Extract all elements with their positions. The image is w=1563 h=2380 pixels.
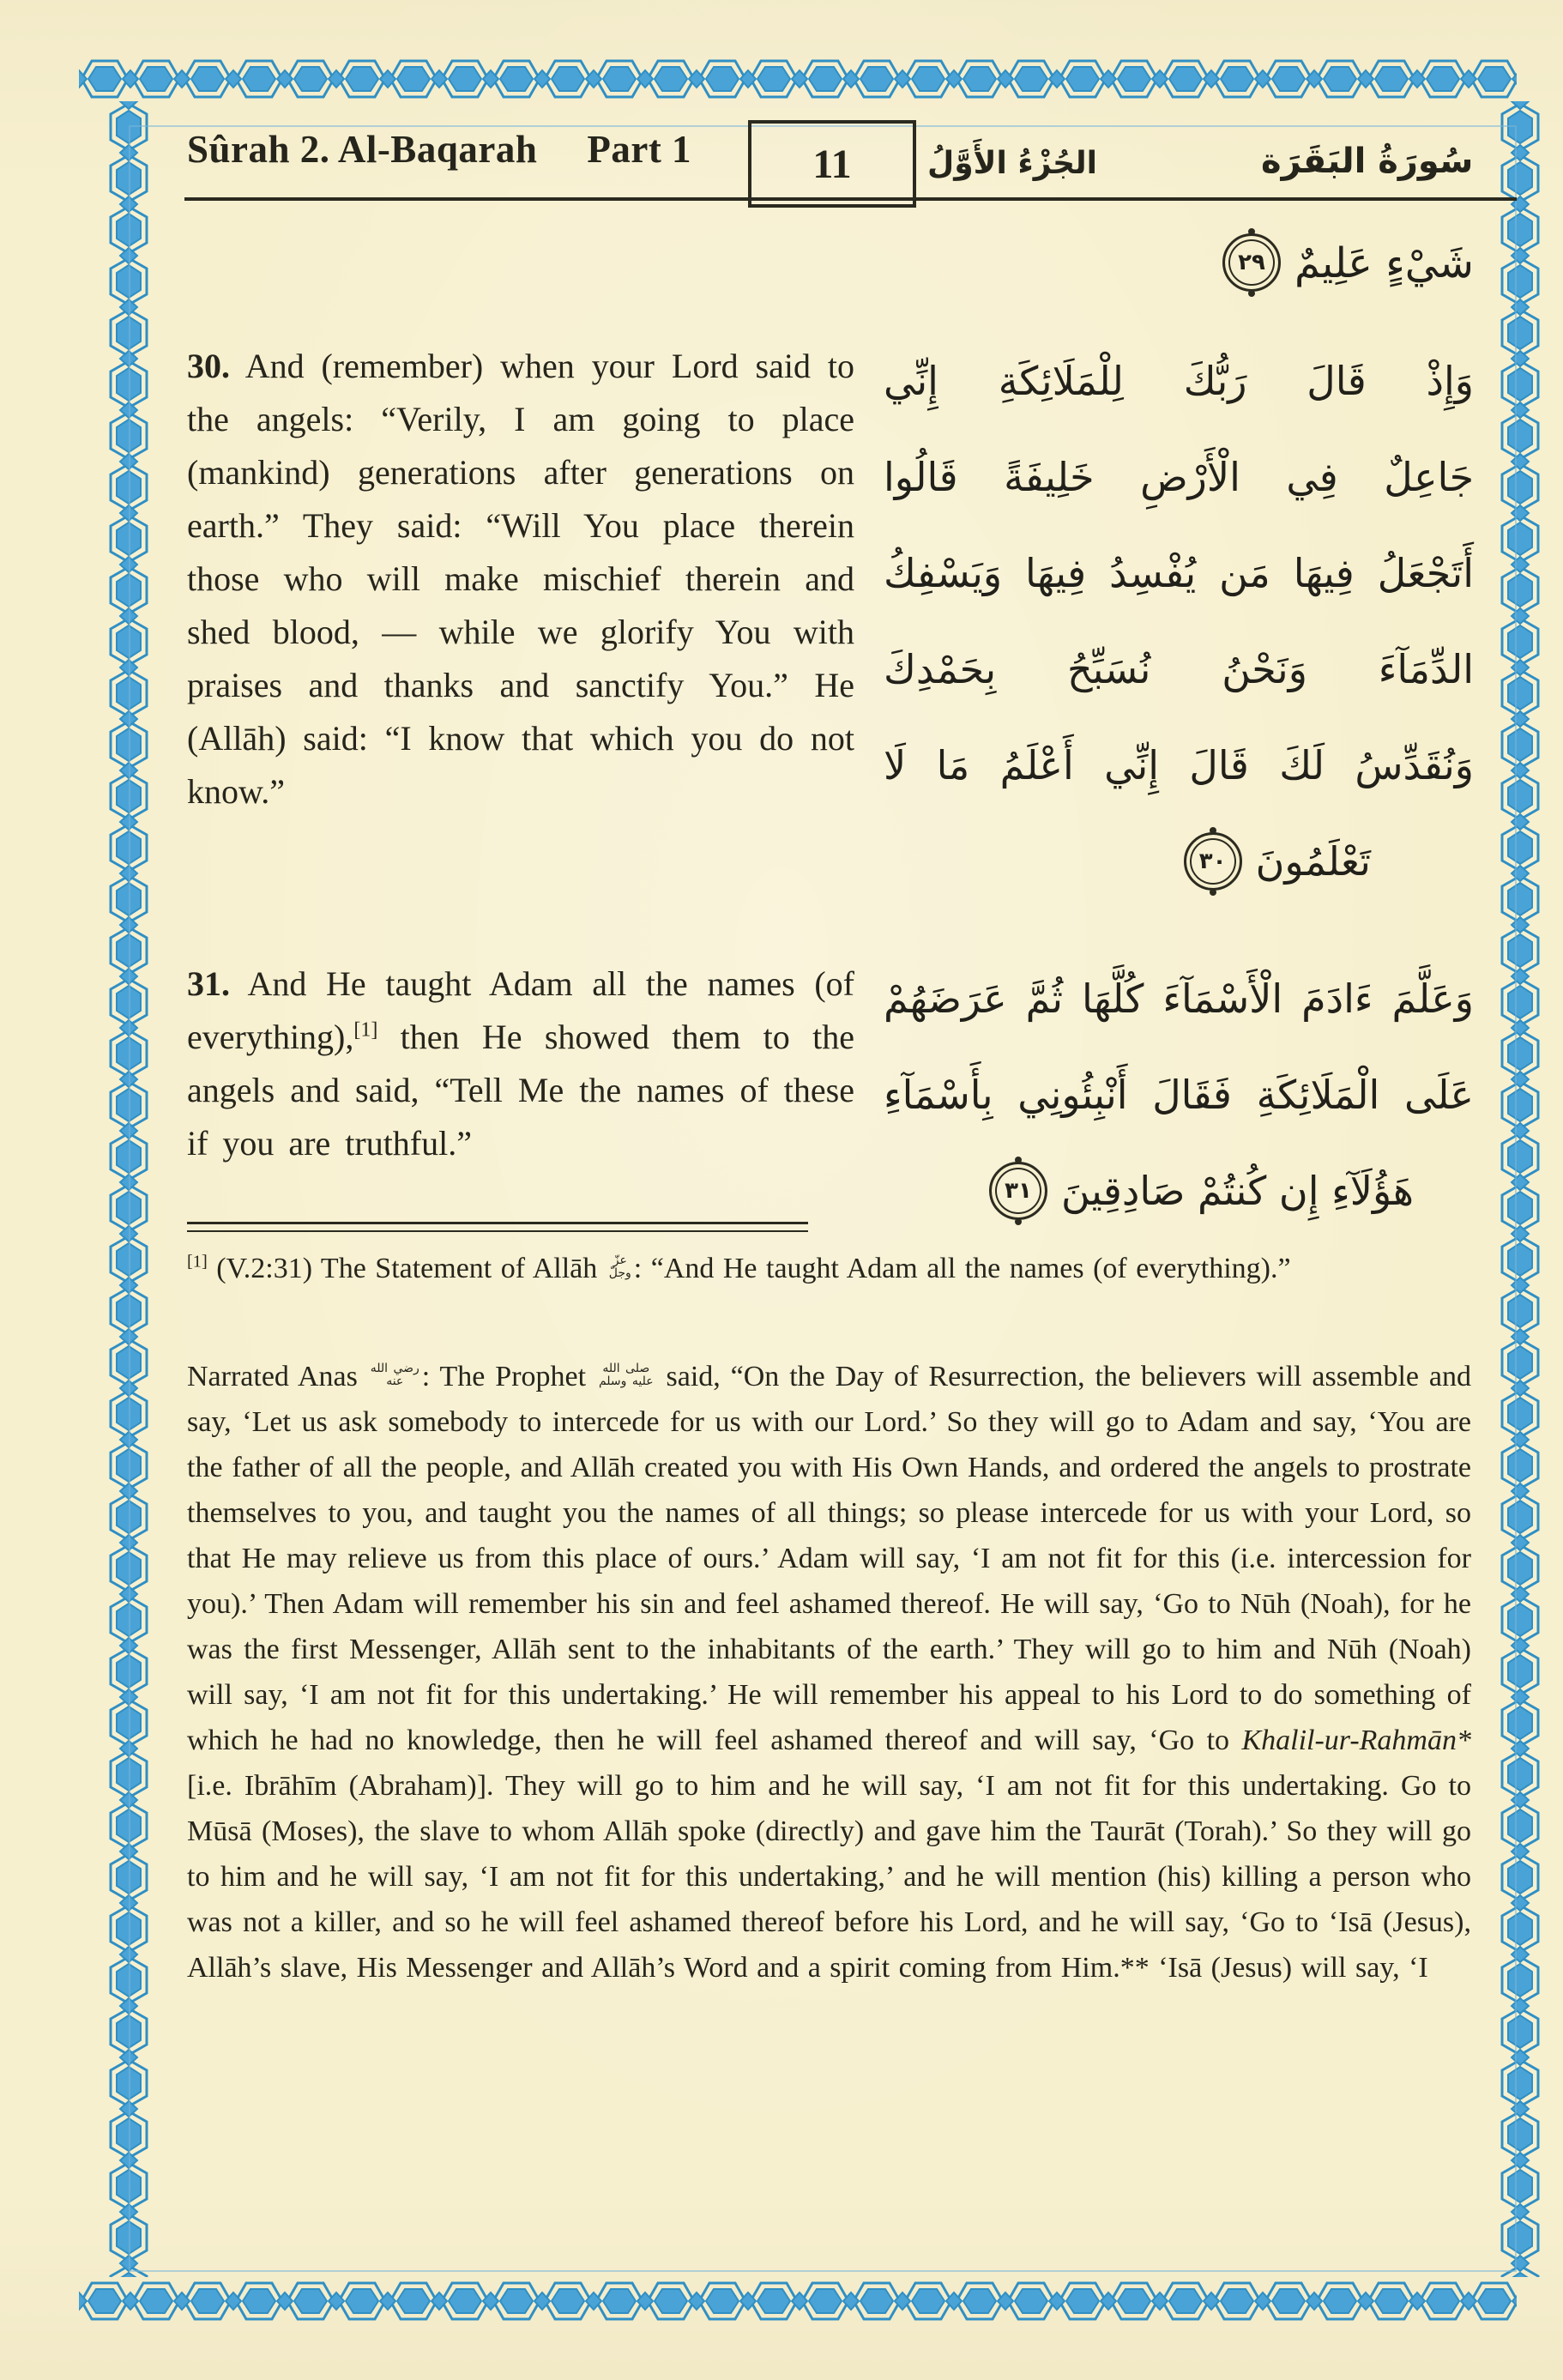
hadith-text-part3: said, “On the Day of Resurrection, the believers will assemble and say, ‘Let us ask somebody to intercede for us with our Lord.’ So they will go to Adam and say, ‘You are the father of all the people, and Allāh created you with His Own Hands, and ordered the angels to prostrate themselves to you, and taught you the names of all things; so please intercede for us with your Lord, so that He may relieve us from this place of ours.’ Adam will say, ‘I am not fit for this (i.e. intercession for you).’ Then Adam will remember his sin and feel ashamed thereof. He will say, ‘Go to Nūh (Noah), for he was the first Messenger, Allāh sent to the inhabitants of the earth.’ They will go to him and Nūh (Noah) will say, ‘I am not fit for this undertaking.’ He will remember his appeal to his Lord to do something of which he had no knowledge, then he will feel ashamed thereof and will say, ‘Go to	[187, 1361, 1471, 1756]
arabic-line-last	[884, 813, 1474, 909]
honorific-line: وجلّ	[608, 1266, 631, 1281]
ayah-marker-31	[989, 1162, 1047, 1220]
footnote-hadith	[187, 1354, 1471, 1990]
arabic-verse-31-last-words: هَؤُلَآءِ إِن كُنتُمْ صَادِقِينَ	[1060, 1168, 1414, 1214]
radi-allahu-anhu-honorific	[371, 1362, 419, 1388]
juz-title-arabic: الجُزْءُ الأَوَّلُ	[927, 145, 1097, 181]
border-chain-left	[101, 101, 156, 2277]
verse-number: 30.	[187, 347, 230, 385]
border-chain-right	[1493, 101, 1548, 2277]
honorific-line: عزّ	[613, 1253, 627, 1268]
arabic-verse-29-tail	[884, 216, 1474, 311]
ayah-marker-30	[1184, 832, 1242, 891]
arabic-verse-31	[884, 951, 1474, 1239]
hadith-text-part1: Narrated Anas	[187, 1361, 368, 1392]
verse-number: 31.	[187, 964, 230, 1003]
arabic-line: وَعَلَّمَ ءَادَمَ الْأَسْمَآءَ كُلَّهَا ثُمَّ عَرَضَهُمْ	[884, 976, 1474, 1022]
footnote-1-text-part2: : “And He taught Adam all the names (of everything).”	[633, 1253, 1291, 1284]
ayah-marker-29	[1222, 233, 1281, 292]
honorific-line: صلى الله	[602, 1362, 650, 1376]
page-header-title	[187, 127, 736, 172]
azza-wa-jall-honorific	[609, 1254, 631, 1280]
footnote-1	[187, 1246, 1471, 1291]
header-rule	[184, 197, 1517, 201]
footnote-separator	[187, 1222, 808, 1232]
arabic-line: الدِّمَآءَ وَنَحْنُ نُسَبِّحُ بِحَمْدِكَ	[884, 646, 1474, 692]
arabic-verse-29-text: شَيْءٍ عَلِيمٌ	[1294, 239, 1474, 287]
verse-31-text-part1: And He taught Adam all the names (of everything),	[187, 964, 854, 1056]
footnote-reference: [1]	[353, 1018, 378, 1042]
english-verse-31	[187, 957, 854, 1170]
arabic-line: أَتَجْعَلُ فِيهَا مَن يُفْسِدُ فِيهَا وَيَسْفِكُ	[884, 550, 1474, 596]
hadith-text-part2: : The Prophet	[421, 1361, 596, 1392]
page-number-box	[748, 120, 916, 208]
surah-title: Sûrah 2. Al-Baqarah	[187, 128, 538, 171]
arabic-line: وَإِذْ قَالَ رَبُّكَ لِلْمَلَائِكَةِ إِنِّي	[884, 358, 1474, 404]
border-chain-bottom	[79, 2274, 1517, 2329]
footnote-marker: [1]	[187, 1252, 208, 1272]
english-verse-30	[187, 340, 854, 819]
arabic-line: جَاعِلٌ فِي الْأَرْضِ خَلِيفَةً قَالُوا	[884, 454, 1474, 500]
hadith-text-part4: [i.e. Ibrāhīm (Abraham)]. They will go to him and he will say, ‘I am not fit for this undertaking. Go to Mūsā (Moses), the slave to whom Allāh spoke (directly) and gave him the Taurāt (Torah).’ So they will go to him and he will say, ‘I am not fit for this undertaking,’ and he will mention (his) killing a person who was not a killer, and so he will feel ashamed thereof before his Lord, and he will say, ‘Go to ‘Isā (Jesus), Allāh’s slave, His Messenger and Allāh’s Word and a spirit coming from Him.** ‘Isā (Jesus) will say, ‘I	[187, 1770, 1471, 1984]
border-chain-top	[79, 51, 1517, 106]
ayah-number-29: ٢٩	[1238, 250, 1265, 275]
verse-30-text: And (remember) when your Lord said to the angels: “Verily, I am going to place (mankind) generations after generations on earth.” They said: “Will You place therein those who will make mischief therein and shed blood, — while we glorify You with praises and thanks and sanctify You.” He (Allāh) said: “I know that which you do not know.”	[187, 347, 854, 811]
honorific-line: عليه وسلم	[598, 1374, 654, 1389]
ayah-number-31: ٣١	[1005, 1177, 1032, 1204]
part-label: Part 1	[587, 128, 692, 171]
honorific-line: رضي الله	[370, 1362, 419, 1376]
arabic-line-last	[884, 1143, 1474, 1239]
arabic-verse-30-last-word: تَعْلَمُونَ	[1255, 838, 1371, 885]
footnote-1-text-part1: (V.2:31) The Statement of Allāh	[207, 1253, 606, 1284]
arabic-verse-30	[884, 333, 1474, 909]
khalil-ur-rahman-italic: Khalil-ur-Rahmān*	[1241, 1725, 1471, 1756]
verse-31-text-part2: then He showed them to the angels and said, “Tell Me the names of these if you are truthful.”	[187, 1018, 854, 1163]
arabic-line: وَنُقَدِّسُ لَكَ قَالَ إِنِّي أَعْلَمُ مَا لَا	[884, 742, 1474, 788]
ayah-number-30: ٣٠	[1198, 848, 1227, 874]
surah-title-arabic: سُورَةُ البَقَرَة	[1261, 142, 1474, 181]
honorific-line: عنه	[386, 1374, 404, 1389]
page-number: 11	[812, 141, 852, 187]
sallallahu-alayhi-wasallam-honorific	[599, 1362, 654, 1388]
arabic-line: عَلَى الْمَلَائِكَةِ فَقَالَ أَنْبِئُونِي بِأَسْمَآءِ	[884, 1072, 1474, 1118]
